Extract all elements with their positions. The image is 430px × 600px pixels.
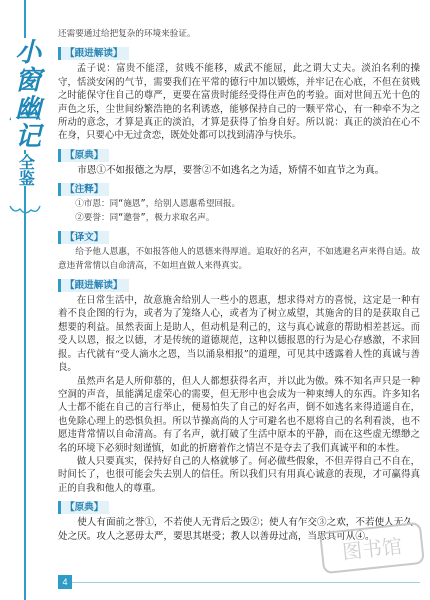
cloud-ornament-icon (6, 200, 44, 218)
page-number: 4 (58, 575, 72, 589)
heading-translation: 【译文】 (58, 231, 109, 244)
note-item: ②要誉：同“邀誉”，极力求取名声。 (75, 212, 215, 223)
book-title-sub: 全鉴 (16, 154, 36, 186)
footer-rule (72, 582, 420, 583)
page-body (58, 28, 420, 568)
book-title (8, 38, 42, 186)
original-text: 市恩①不如报德之为厚，要誉②不如逃名之为适，矫情不如直节之为真。 (77, 164, 385, 176)
heading-original: 【原典】 (58, 501, 109, 514)
translation-text: 给予他人恩惠，不如报答他人的恩德来得厚道。追取好的名声，不如逃避名声来得自适。故意违背常情以自命清高，不如坦直做人来得真实。 (58, 247, 420, 271)
stamp-text: 图书馆 (341, 533, 404, 565)
heading-deep-reading: 【跟进解读】 (58, 279, 129, 292)
book-title-strip (0, 0, 50, 600)
paragraph: 孟子说：富贵不能淫，贫贱不能移，威武不能屈，此之谓大丈夫。淡泊名利的操守，恬淡安闲的气节，需要我们在平常的德行中加以锻炼，并牢记在心底，不但在贫贱之时能保守住自己的尊严，更要在富贵时能经受得住声色的考验。面对世间五光十色的声色之乐，尘世间纷繁浩艳的名利诱惑，能够保持自己的一颗平常心，有一种牵不为之所动的意念，才算是真正的淡泊，才算是获得了怡身自好。所以说：真正的淡泊在心不在身，只要心中无过贪恋，既处处都可以找到清净与快乐。 (58, 63, 420, 142)
library-watermark-stamp (318, 522, 426, 574)
intro-text: 还需要通过给把复杂的环境来验证。 (58, 29, 196, 39)
paragraph: 虽然声名是人所仰慕的，但人人都想获得名声，并以此为傲。殊不知名声只是一种空洞的声音，虽能满足虚荣心的需要，但无形中也会成为一种束缚人的东西。许多知名人士都不能在自己的言行举止，便易怕失了自己的好名声，倒不如逃名来得逍遥自在，也免除心理上的恐惧负担。所以节操高尚的人宁可避名也不愿将自己的名利看淡，也不愿违背常情以自命清高。有了名声，就打破了生活中原本的平静，而在这些虚无缥缈之名的环境下必须时刻谨慎，如此的折磨着作之情岂不是夺去了我们真诚平和的本性。 (58, 375, 420, 454)
heading-notes: 【注释】 (58, 183, 109, 196)
paragraph: 做人只要真实，保持好自己的人格就够了。何必做些假象，不但弄得自己不自在，时间长了，也很可能会失去别人的信任。所以我们只有用真心诚意的表现，才可赢得真正的自我和他人的尊重。 (58, 455, 420, 494)
note-item: ①市恩：同“施恩”，给别人恩惠希望回报。 (75, 199, 241, 210)
original-text: 使人有面前之誉①，不若使人无背后之毁②；使人有乍交③之欢，不若使人无久处之厌。攻人之恶毋太严，要思其堪受；教人以善毋过高，当思其可从④。 (58, 517, 413, 542)
paragraph: 在日常生活中，故意施舍给别人一些小的恩惠，想求得对方的喜悦，这定是一种有着不良企图的行为，或者为了笼络人心，或者为了树立威望，其施舍的目的是获取自己想要的利益。虽然表面上是助人，但动机是利己的，这与真心诚意的帮助相差甚远。而受人以恩，报之以德，才是传统的道德规范，这种以德报恩的行为是心存感激，不求回报。古代就有“受人滴水之恩，当以涌泉相报”的道理，可见其中透露着人性的真诚与善良。 (58, 295, 420, 374)
heading-original: 【原典】 (58, 149, 109, 162)
heading-deep-reading: 【跟进解读】 (58, 47, 129, 60)
book-title-main: 小窗幽记 (10, 38, 41, 150)
